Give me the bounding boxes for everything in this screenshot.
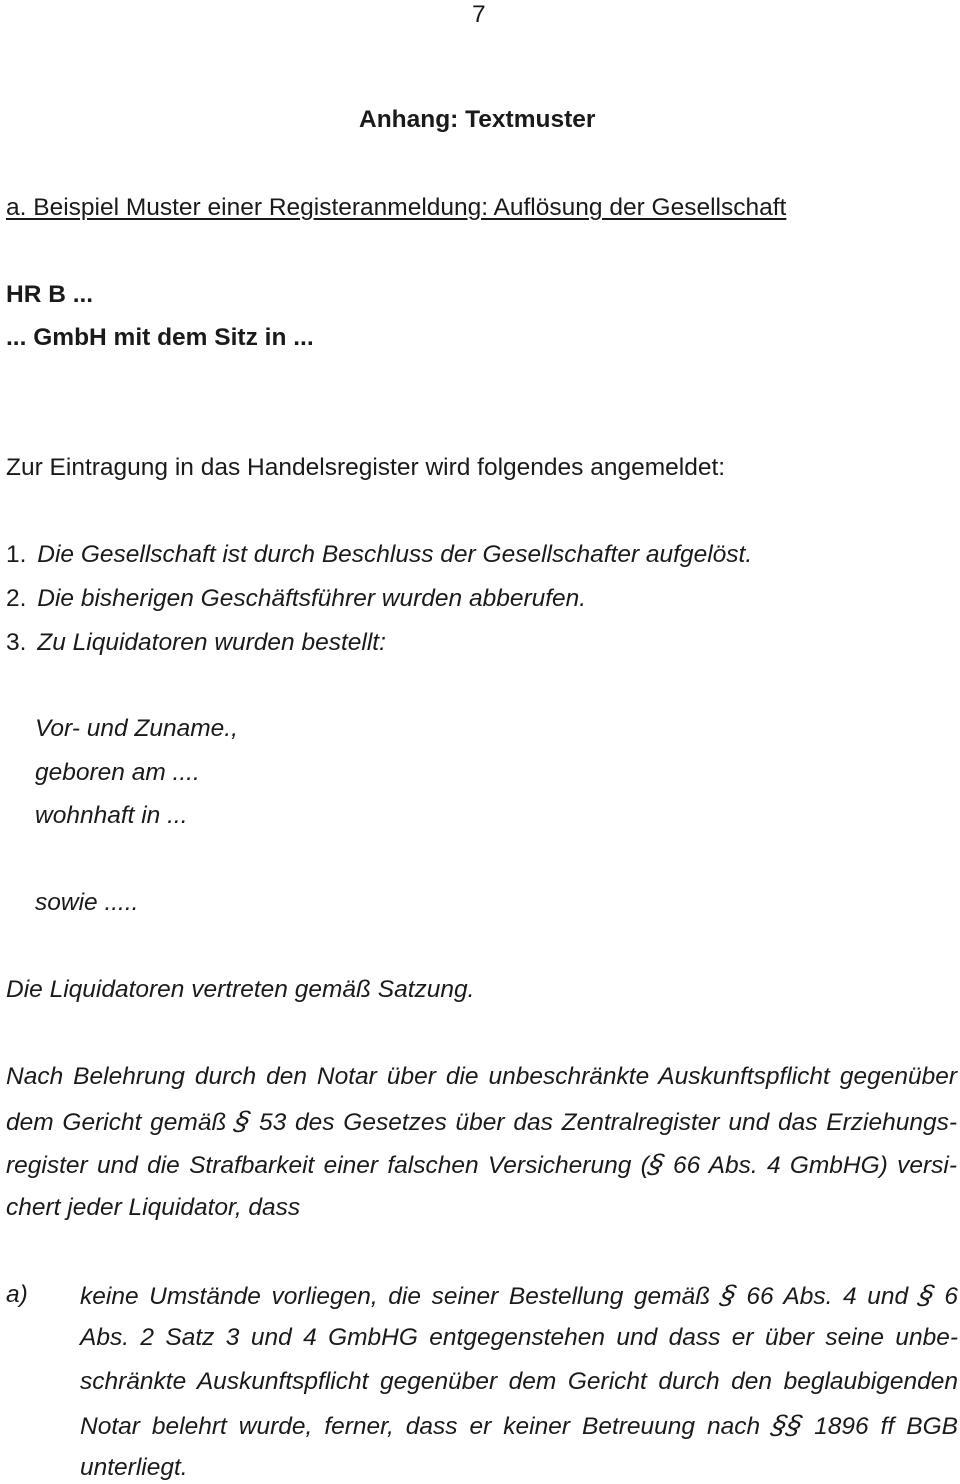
section-symbol: § bbox=[915, 1280, 937, 1310]
person-residence: wohnhaft in ... bbox=[35, 802, 188, 829]
list-item-text: Zu Liquidatoren wurden bestellt: bbox=[37, 629, 386, 656]
section-symbol: § bbox=[717, 1280, 740, 1310]
list-item bbox=[6, 628, 386, 658]
list-item-number: 1. bbox=[6, 541, 27, 568]
sub-item-text: 66 Abs. 4 und bbox=[735, 1283, 919, 1310]
intro-line: Zur Eintragung in das Handelsregister wird folgendes angemeldet: bbox=[6, 454, 726, 481]
sub-item-line: Abs. 2 Satz 3 und 4 GmbHG entgegenstehen und dass er über seine unbe- bbox=[80, 1324, 958, 1351]
paragraph-text: register und die Strafbarkeit einer falschen Versicherung ( bbox=[6, 1152, 649, 1179]
paragraph-line: Nach Belehrung durch den Notar über die unbeschränkte Auskunftspflicht gegenüber bbox=[6, 1063, 957, 1090]
list-item-text: Die Gesellschaft ist durch Beschluss der Gesellschafter aufgelöst. bbox=[37, 541, 753, 568]
sub-item-text: Notar belehrt wurde, ferner, dass er keiner Betreuung nach bbox=[80, 1413, 773, 1440]
sub-item-label: a) bbox=[6, 1281, 28, 1308]
section-symbol: § bbox=[231, 1106, 254, 1136]
list-item-number: 3. bbox=[6, 629, 27, 656]
paragraph-line bbox=[6, 1106, 957, 1138]
section-a-title: a. Beispiel Muster einer Registeranmeldung: Auflösung der Gesellschaft bbox=[6, 194, 787, 221]
sub-item-text: keine Umstände vorliegen, die seiner Bestellung gemäß bbox=[80, 1283, 721, 1310]
section-symbol: § bbox=[645, 1149, 667, 1179]
list-item-text: Die bisherigen Geschäftsführer wurden abberufen. bbox=[37, 585, 587, 612]
page-heading: Anhang: Textmuster bbox=[359, 106, 596, 133]
sub-item-line: schränkte Auskunftspflicht gegenüber dem Gericht durch den beglaubigenden bbox=[80, 1368, 958, 1395]
hr-number-line: HR B ... bbox=[6, 281, 94, 308]
paragraph-line bbox=[6, 1149, 957, 1181]
section-symbol: §§ bbox=[768, 1410, 806, 1440]
sub-item-line bbox=[80, 1280, 958, 1312]
person-born: geboren am .... bbox=[35, 759, 200, 786]
list-item-number: 2. bbox=[6, 585, 27, 612]
company-line: ... GmbH mit dem Sitz in ... bbox=[6, 324, 314, 351]
page-number: 7 bbox=[472, 1, 486, 28]
list-item bbox=[6, 540, 752, 570]
paragraph-text: 66 Abs. 4 GmbHG) versi- bbox=[663, 1152, 957, 1179]
sub-item-line bbox=[80, 1410, 958, 1442]
paragraph-text: dem Gericht gemäß bbox=[6, 1109, 236, 1136]
representation-line: Die Liquidatoren vertreten gemäß Satzung. bbox=[6, 976, 475, 1003]
paragraph-line: chert jeder Liquidator, dass bbox=[6, 1194, 301, 1221]
person-name: Vor- und Zuname., bbox=[35, 715, 238, 742]
sub-item-text: 6 bbox=[933, 1283, 958, 1310]
sub-item-line: unterliegt. bbox=[80, 1454, 188, 1481]
list-item bbox=[6, 584, 586, 614]
also-line: sowie ..... bbox=[35, 889, 139, 916]
sub-item-text: 1896 ff BGB bbox=[802, 1413, 958, 1440]
paragraph-text: 53 des Gesetzes über das Zentralregister und das Erziehungs- bbox=[250, 1109, 957, 1136]
